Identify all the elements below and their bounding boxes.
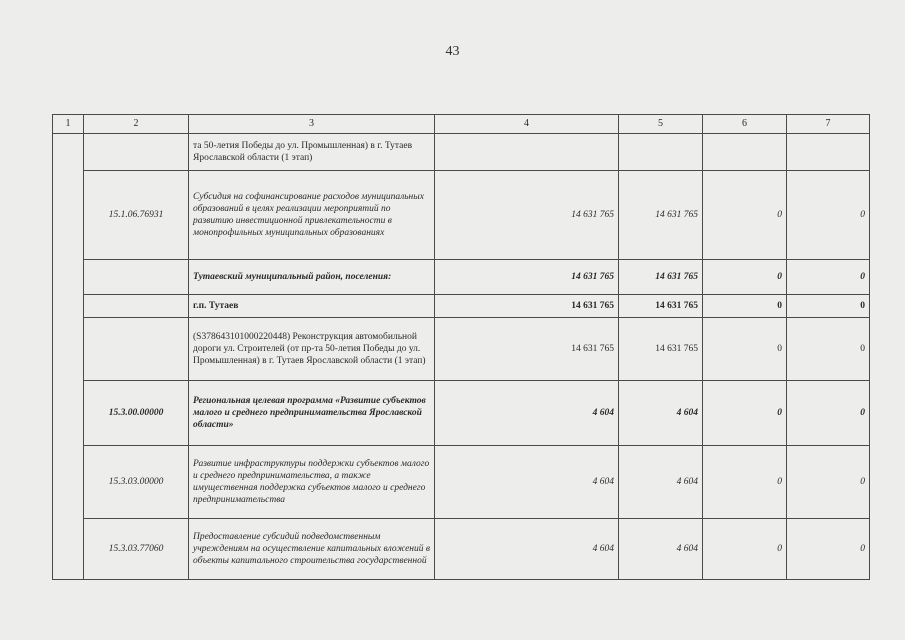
page-number: 43 — [445, 44, 460, 59]
table-row — [53, 171, 870, 260]
code-cell — [84, 318, 189, 381]
description-cell: Предоставление субсидий подведомственным учреждениям на осуществление капитальных вложений в объекты капитального строительства государственной — [189, 519, 435, 580]
amount-cell: 14 631 765 — [619, 171, 703, 260]
column-header: 2 — [84, 115, 189, 134]
code-cell — [84, 260, 189, 295]
code-cell: 15.1.06.76931 — [84, 171, 189, 260]
amount-cell: 4 604 — [435, 446, 619, 519]
column-header: 6 — [703, 115, 787, 134]
table-row — [53, 134, 870, 171]
description-cell: г.п. Тутаев — [189, 295, 435, 318]
table-row — [53, 381, 870, 446]
code-cell: 15.3.00.00000 — [84, 381, 189, 446]
description-cell: Региональная целевая программа «Развитие субъектов малого и среднего предпринимательства Ярославской области» — [189, 381, 435, 446]
amount-cell: 14 631 765 — [619, 318, 703, 381]
amount-cell: 14 631 765 — [619, 260, 703, 295]
amount-cell: 0 — [787, 381, 870, 446]
code-cell: 15.3.03.77060 — [84, 519, 189, 580]
amount-cell: 14 631 765 — [435, 295, 619, 318]
description-cell: (S378643101000220448) Реконструкция автомобильной дороги ул. Строителей (от пр-та 50-летия Победы до ул. Промышленная) в г. Тутаев Ярославской области (1 этап) — [189, 318, 435, 381]
amount-cell: 4 604 — [435, 519, 619, 580]
amount-cell: 0 — [703, 446, 787, 519]
amount-cell: 0 — [703, 171, 787, 260]
amount-cell: 0 — [703, 318, 787, 381]
description-cell: та 50-летия Победы до ул. Промышленная) в г. Тутаев Ярославской области (1 этап) — [189, 134, 435, 171]
code-cell — [84, 134, 189, 171]
table-row — [53, 446, 870, 519]
amount-cell — [435, 134, 619, 171]
code-cell: 15.3.03.00000 — [84, 446, 189, 519]
amount-cell: 0 — [703, 295, 787, 318]
amount-cell: 0 — [787, 295, 870, 318]
table-row — [53, 318, 870, 381]
column-header: 7 — [787, 115, 870, 134]
amount-cell: 4 604 — [619, 519, 703, 580]
table-row — [53, 295, 870, 318]
amount-cell: 4 604 — [619, 446, 703, 519]
amount-cell: 0 — [703, 381, 787, 446]
table-row — [53, 519, 870, 580]
header-row — [53, 115, 870, 134]
amount-cell: 0 — [787, 171, 870, 260]
amount-cell: 14 631 765 — [435, 318, 619, 381]
merged-cell-col1 — [53, 134, 84, 580]
amount-cell: 14 631 765 — [435, 260, 619, 295]
column-header: 5 — [619, 115, 703, 134]
table-row — [53, 260, 870, 295]
amount-cell: 0 — [703, 260, 787, 295]
code-cell — [84, 295, 189, 318]
amount-cell: 4 604 — [435, 381, 619, 446]
column-header: 4 — [435, 115, 619, 134]
amount-cell: 0 — [787, 519, 870, 580]
column-header: 3 — [189, 115, 435, 134]
amount-cell: 0 — [703, 519, 787, 580]
column-header: 1 — [53, 115, 84, 134]
amount-cell: 0 — [787, 446, 870, 519]
amount-cell: 0 — [787, 260, 870, 295]
amount-cell: 14 631 765 — [435, 171, 619, 260]
description-cell: Тутаевский муниципальный район, поселения: — [189, 260, 435, 295]
amount-cell: 14 631 765 — [619, 295, 703, 318]
budget-table — [52, 114, 870, 580]
amount-cell: 4 604 — [619, 381, 703, 446]
amount-cell — [787, 134, 870, 171]
amount-cell: 0 — [787, 318, 870, 381]
amount-cell — [703, 134, 787, 171]
description-cell: Развитие инфраструктуры поддержки субъектов малого и среднего предпринимательства, а также имущественная поддержка субъектов малого и среднего предпринимательства — [189, 446, 435, 519]
amount-cell — [619, 134, 703, 171]
description-cell: Субсидия на софинансирование расходов муниципальных образований в целях реализации мероприятий по развитию инвестиционной привлекательности в монопрофильных муниципальных образованиях — [189, 171, 435, 260]
